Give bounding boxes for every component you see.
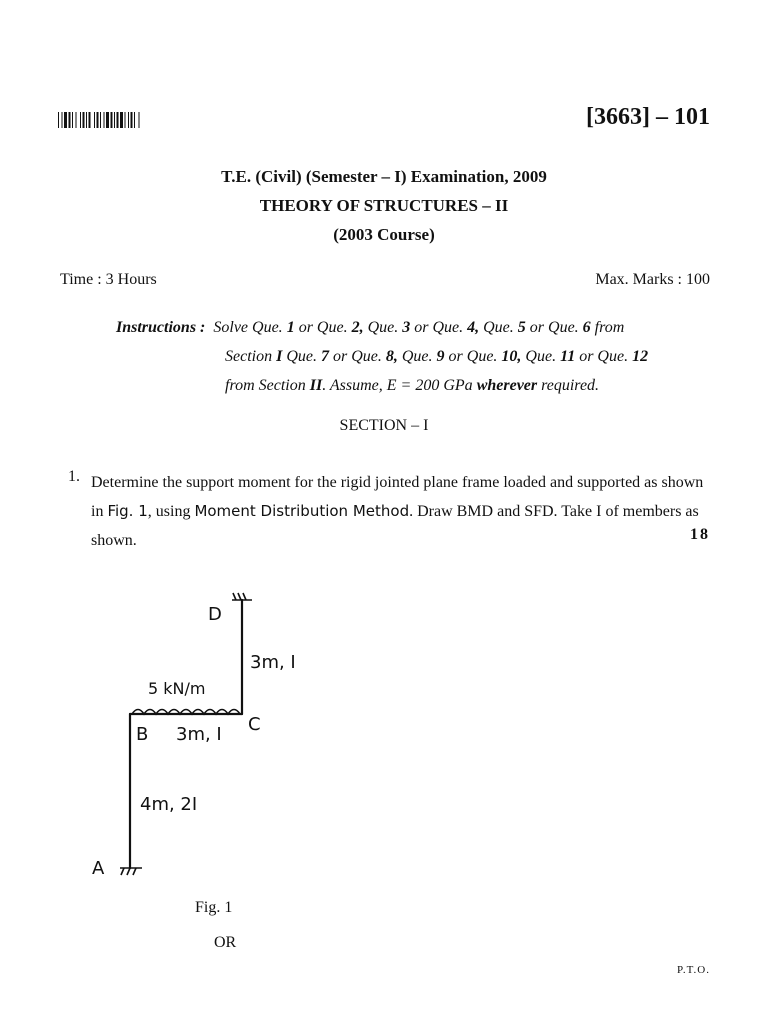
instr-qnum: 6 bbox=[582, 319, 591, 336]
instr-qnum: 3 bbox=[402, 319, 411, 336]
instr-text: or Que. bbox=[328, 348, 386, 365]
instr-qnum: 5 bbox=[517, 319, 526, 336]
question-number: 1. bbox=[68, 468, 80, 485]
pto-note: P.T.O. bbox=[677, 964, 710, 976]
barcode-stripe bbox=[125, 112, 126, 128]
subject-title: THEORY OF STRUCTURES – II bbox=[259, 196, 509, 215]
frame-figure bbox=[80, 590, 340, 890]
instr-text: required. bbox=[537, 377, 600, 394]
barcode-stripe bbox=[111, 112, 113, 128]
or-separator: OR bbox=[214, 934, 237, 951]
instr-text: Section bbox=[225, 348, 277, 365]
barcode-stripe bbox=[117, 112, 119, 128]
instr-text: Que. bbox=[521, 348, 561, 365]
label-load: 5 kN/m bbox=[148, 679, 206, 698]
exam-title: T.E. (Civil) (Semester – I) Examination, 2009 bbox=[221, 167, 547, 186]
figure-reference: Fig. 1 bbox=[107, 502, 148, 520]
instr-qnum: 1 bbox=[286, 319, 295, 336]
barcode-stripe bbox=[106, 112, 109, 128]
barcode-stripe bbox=[89, 112, 91, 128]
instr-text: . Assume, E = 200 GPa bbox=[322, 377, 477, 394]
barcode-stripe bbox=[86, 112, 87, 128]
instructions-label: Instructions : bbox=[116, 319, 206, 336]
course-title: (2003 Course) bbox=[333, 225, 435, 244]
instr-text: or Que. bbox=[575, 348, 633, 365]
barcode-stripe bbox=[64, 112, 67, 128]
paper-code: [3663] – 101 bbox=[586, 104, 710, 130]
label-bc: 3m, I bbox=[176, 724, 222, 745]
label-dc: 3m, I bbox=[250, 652, 296, 673]
question-marks: 18 bbox=[690, 526, 710, 543]
barcode-stripe bbox=[97, 112, 99, 128]
figure-caption: Fig. 1 bbox=[195, 899, 233, 916]
question-text-part: . Draw BMD and SFD. Take I of members as shown. bbox=[91, 503, 699, 549]
instr-qnum: 2, bbox=[351, 319, 364, 336]
question-text-part: Determine the support moment for the rigid jointed plane frame loaded and supported as shown in bbox=[91, 474, 704, 520]
instr-text: or Que. bbox=[294, 319, 352, 336]
instr-text: Solve Que. bbox=[213, 319, 287, 336]
barcode-stripe bbox=[62, 112, 63, 128]
instr-text: from bbox=[590, 319, 625, 336]
barcode-stripe bbox=[80, 112, 81, 128]
barcode-stripe bbox=[134, 112, 135, 128]
instr-qnum: 9 bbox=[436, 348, 445, 365]
section-heading: SECTION – I bbox=[339, 417, 429, 434]
instr-qnum: 8, bbox=[385, 348, 398, 365]
instructions-line-2 bbox=[116, 342, 716, 371]
instr-text: Que. bbox=[479, 319, 518, 336]
instr-qnum: 4, bbox=[467, 319, 480, 336]
time-duration: Time : 3 Hours bbox=[60, 271, 157, 288]
label-c: C bbox=[248, 714, 261, 735]
barcode-stripe bbox=[72, 112, 73, 128]
instructions-line-3 bbox=[116, 371, 716, 400]
barcode-stripe bbox=[69, 112, 71, 128]
instr-text: Que. bbox=[397, 348, 437, 365]
instructions-line-1 bbox=[116, 313, 716, 342]
question-text-part: , using bbox=[147, 503, 195, 520]
label-a: A bbox=[92, 858, 105, 879]
barcode-stripe bbox=[139, 112, 140, 128]
instr-qnum: 7 bbox=[320, 348, 329, 365]
instr-text: Que. bbox=[282, 348, 321, 365]
barcode-stripe bbox=[128, 112, 129, 128]
barcode-stripe bbox=[100, 112, 101, 128]
instr-qnum: 12 bbox=[632, 348, 649, 365]
instr-text: or Que. bbox=[525, 319, 583, 336]
instr-emphasis: wherever bbox=[476, 377, 538, 394]
method-name: Moment Distribution Method bbox=[194, 502, 410, 520]
label-ab: 4m, 2I bbox=[140, 794, 198, 815]
instr-text: or Que. bbox=[410, 319, 468, 336]
barcode-stripe bbox=[94, 112, 95, 128]
instr-section: I bbox=[276, 348, 283, 365]
barcode-stripe bbox=[76, 112, 77, 128]
barcode-stripe bbox=[58, 112, 59, 128]
label-b: B bbox=[136, 724, 149, 745]
barcode-stripe bbox=[120, 112, 123, 128]
instr-section: II bbox=[309, 377, 323, 394]
instr-text: or Que. bbox=[444, 348, 502, 365]
question-text bbox=[91, 468, 711, 555]
barcode-stripe bbox=[104, 112, 105, 128]
instructions bbox=[116, 313, 716, 400]
instr-text: Que. bbox=[363, 319, 403, 336]
instr-text: from Section bbox=[225, 377, 310, 394]
fixed-support-a bbox=[120, 868, 142, 875]
barcode-stripe bbox=[83, 112, 85, 128]
max-marks: Max. Marks : 100 bbox=[595, 271, 710, 288]
barcode-stripe bbox=[114, 112, 115, 128]
barcode-stripe bbox=[131, 112, 133, 128]
instr-qnum: 11 bbox=[560, 348, 576, 365]
label-d: D bbox=[208, 604, 222, 625]
instr-qnum: 10, bbox=[501, 348, 522, 365]
barcode bbox=[58, 112, 190, 128]
